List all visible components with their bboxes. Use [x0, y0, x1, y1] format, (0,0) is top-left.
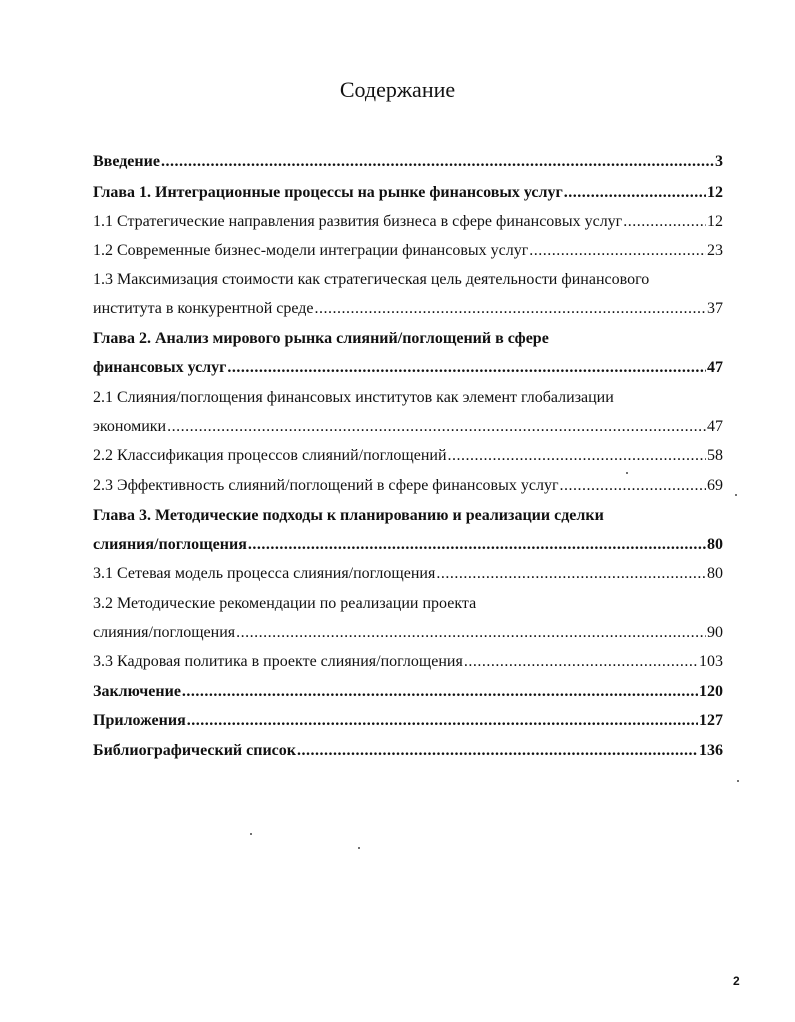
- toc-entry-text: 3.1 Сетевая модель процесса слияния/поглощения: [93, 565, 436, 582]
- toc-leader-dots: [623, 210, 706, 234]
- toc-entry-page: 3: [715, 153, 723, 170]
- toc-leader-dots: [564, 181, 706, 205]
- toc-entry-text: слияния/поглощения: [93, 536, 247, 553]
- toc-leader-dots: [182, 680, 698, 704]
- toc-entry-section-1-3-line1[interactable]: 1.3 Максимизация стоимости как стратегическая цель деятельности финансового: [93, 271, 650, 288]
- toc-entry-chapter-3[interactable]: [93, 533, 723, 557]
- scan-speck: [626, 472, 628, 474]
- toc-entry-section-3-2[interactable]: [93, 621, 723, 645]
- toc-entry-section-2-3[interactable]: [93, 474, 723, 498]
- toc-entry-page: 136: [699, 742, 723, 759]
- toc-entry-page: 90: [707, 624, 723, 641]
- toc-leader-dots: [448, 444, 707, 468]
- toc-entry-page: 120: [699, 683, 723, 700]
- scan-speck: [250, 833, 252, 835]
- toc-entry-page: 37: [707, 300, 723, 317]
- toc-leader-dots: [560, 474, 706, 498]
- page-title: Содержание: [339, 77, 456, 102]
- toc-entry-page: 47: [707, 359, 723, 376]
- toc-leader-dots: [297, 739, 698, 763]
- toc-leader-dots: [187, 709, 698, 733]
- toc-entry-text: Библиографический список: [93, 742, 296, 759]
- toc-entry-section-2-2[interactable]: [93, 444, 723, 468]
- toc-entry-text: Глава 1. Интеграционные процессы на рынке финансовых услуг: [93, 184, 563, 201]
- toc-entry-text: института в конкурентной среде: [93, 300, 314, 317]
- toc-entry-text: слияния/поглощения: [93, 624, 236, 641]
- toc-entry-text: Приложения: [93, 712, 186, 729]
- toc-entry-text: 1.1 Стратегические направления развития бизнеса в сфере финансовых услуг: [93, 213, 623, 230]
- toc-leader-dots: [436, 562, 706, 586]
- toc-leader-dots: [529, 239, 706, 263]
- toc-leader-dots: [315, 297, 707, 321]
- toc-entry-bibliography[interactable]: [93, 739, 723, 763]
- page-number: 2: [733, 974, 740, 988]
- toc-entry-page: 127: [699, 712, 723, 729]
- toc-entry-page: 80: [707, 536, 723, 553]
- toc-entry-section-3-1[interactable]: [93, 562, 723, 586]
- toc-leader-dots: [227, 356, 706, 380]
- toc-entry-page: 58: [707, 447, 723, 464]
- toc-entry-section-3-2-line1[interactable]: 3.2 Методические рекомендации по реализации проекта: [93, 595, 477, 612]
- toc-entry-section-1-2[interactable]: [93, 239, 723, 263]
- toc-leader-dots: [464, 650, 698, 674]
- toc-entry-page: 12: [707, 184, 723, 201]
- toc-entry-chapter-3-line1[interactable]: Глава 3. Методические подходы к планированию и реализации сделки: [93, 507, 604, 524]
- toc-leader-dots: [167, 415, 706, 439]
- toc-entry-section-2-1-line1[interactable]: 2.1 Слияния/поглощения финансовых институтов как элемент глобализации: [93, 389, 614, 406]
- toc-entry-text: 2.3 Эффективность слияний/поглощений в сфере финансовых услуг: [93, 477, 559, 494]
- toc-entry-text: финансовых услуг: [93, 359, 227, 376]
- toc-entry-text: 2.2 Классификация процессов слияний/поглощений: [93, 447, 447, 464]
- toc-entry-introduction[interactable]: [93, 150, 723, 174]
- toc-entry-text: Введение: [93, 153, 160, 170]
- toc-entry-section-3-3[interactable]: [93, 650, 723, 674]
- toc-entry-appendices[interactable]: [93, 709, 723, 733]
- toc-entry-section-1-3[interactable]: [93, 297, 723, 321]
- toc-entry-text: Заключение: [93, 683, 181, 700]
- toc-entry-text: экономики: [93, 418, 167, 435]
- toc-entry-page: 69: [707, 477, 723, 494]
- toc-entry-page: 47: [707, 418, 723, 435]
- toc-entry-chapter-2[interactable]: [93, 356, 723, 380]
- toc-entry-conclusion[interactable]: [93, 680, 723, 704]
- toc-entry-page: 12: [707, 213, 723, 230]
- toc-entry-chapter-1[interactable]: [93, 181, 723, 205]
- toc-entry-page: 80: [707, 565, 723, 582]
- scan-speck: [358, 847, 360, 849]
- toc-entry-section-1-1[interactable]: [93, 210, 723, 234]
- toc-leader-dots: [161, 150, 714, 174]
- toc-entry-section-2-1[interactable]: [93, 415, 723, 439]
- toc-leader-dots: [236, 621, 706, 645]
- toc-entry-text: 1.2 Современные бизнес-модели интеграции финансовых услуг: [93, 242, 529, 259]
- scan-speck: [735, 494, 737, 496]
- toc-entry-text: 3.3 Кадровая политика в проекте слияния/поглощения: [93, 653, 463, 670]
- toc-entry-page: 23: [707, 242, 723, 259]
- toc-entry-chapter-2-line1[interactable]: Глава 2. Анализ мирового рынка слияний/поглощений в сфере: [93, 330, 549, 347]
- toc-leader-dots: [248, 533, 706, 557]
- scan-speck: [737, 780, 739, 782]
- toc-entry-page: 103: [699, 653, 723, 670]
